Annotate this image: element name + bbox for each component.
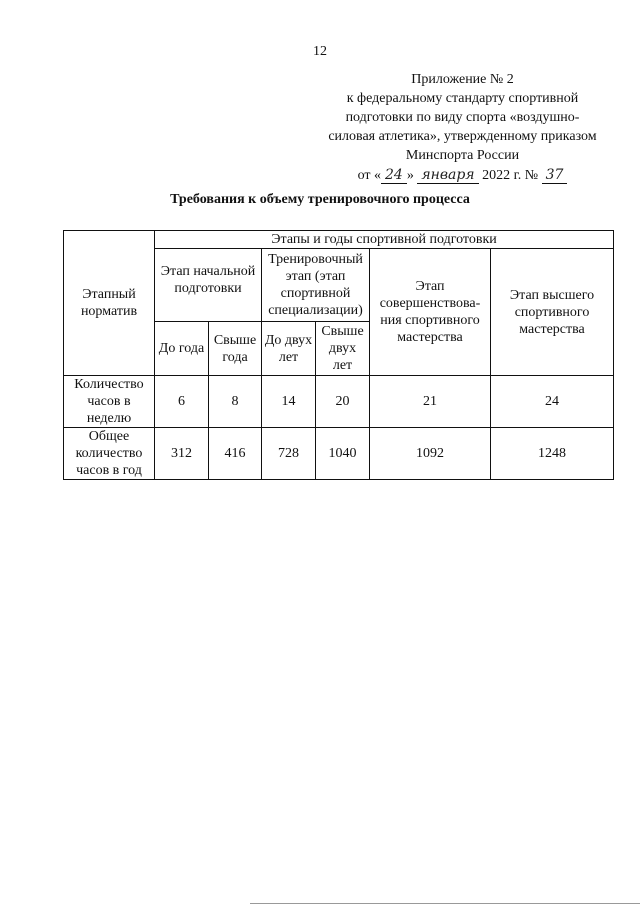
table-cell: 1092 [370, 428, 491, 480]
appendix-line-1: Приложение № 2 [411, 72, 514, 87]
subheader-over-two-years: Свыше двух лет [316, 322, 370, 376]
table-cell: 21 [370, 376, 491, 428]
table-row [64, 376, 614, 428]
table-cell: 728 [262, 428, 316, 480]
table-cell: 24 [491, 376, 614, 428]
requirements-table [63, 230, 614, 480]
scan-edge-line [250, 903, 640, 904]
date-mid: » [406, 168, 414, 183]
appendix-block [300, 70, 625, 185]
date-prefix: от « [357, 168, 382, 183]
header-highest-stage: Этап высшего спортивного мастерства [491, 249, 614, 376]
table-cell: 1040 [316, 428, 370, 480]
table-cell: 20 [316, 376, 370, 428]
order-date-line [300, 166, 625, 185]
appendix-line-2: к федеральному стандарту спортивной [346, 91, 579, 106]
table-row [64, 428, 614, 480]
appendix-line-3: подготовки по виду спорта «воздушно- [345, 110, 580, 125]
table-cell: 312 [155, 428, 209, 480]
order-day: 24 [381, 167, 407, 184]
order-year: 2022 г. № [482, 168, 539, 183]
order-month: января [417, 167, 478, 184]
appendix-line-4: силовая атлетика», утвержденному приказом [328, 129, 597, 144]
header-normative: Этапный норматив [64, 231, 155, 376]
page-number: 12 [313, 44, 327, 59]
table-cell: 8 [209, 376, 262, 428]
table-cell: 14 [262, 376, 316, 428]
table-cell: 1248 [491, 428, 614, 480]
header-training-stage: Тренировочный этап (этап спортивной специализации) [262, 249, 370, 322]
header-improvement-stage: Этап совершенствова-ния спортивного мастерства [370, 249, 491, 376]
row-label-yearly-hours: Общее количество часов в год [64, 428, 155, 480]
appendix-line-5: Минспорта России [405, 148, 520, 163]
table-cell: 6 [155, 376, 209, 428]
table-header-row-1 [64, 231, 614, 249]
document-title: Требования к объему тренировочного процесса [170, 192, 470, 207]
subheader-over-year: Свыше года [209, 322, 262, 376]
row-label-weekly-hours: Количество часов в неделю [64, 376, 155, 428]
subheader-up-to-year: До года [155, 322, 209, 376]
header-stages-group: Этапы и годы спортивной подготовки [155, 231, 614, 249]
subheader-up-to-two-years: До двух лет [262, 322, 316, 376]
table-cell: 416 [209, 428, 262, 480]
order-number: 37 [542, 167, 568, 184]
header-initial-stage: Этап начальной подготовки [155, 249, 262, 322]
